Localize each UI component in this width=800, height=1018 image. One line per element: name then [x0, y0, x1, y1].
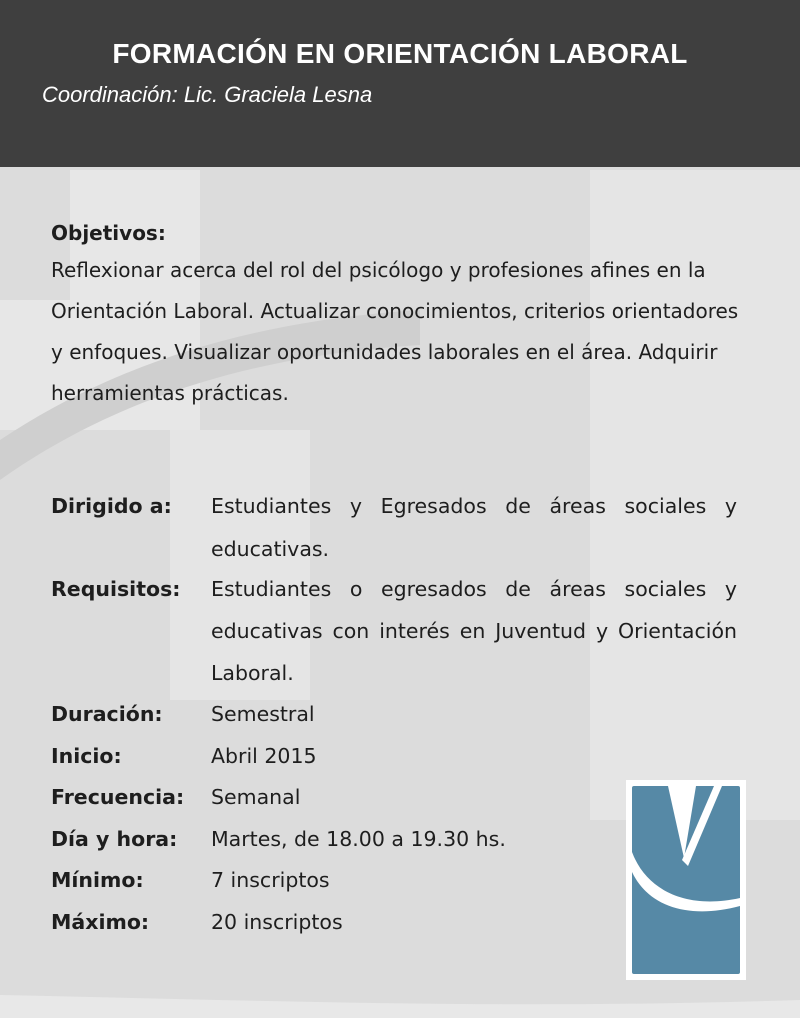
detail-label: Inicio:: [51, 743, 122, 768]
detail-row-duracion: [51, 694, 741, 736]
coordination-subtitle: Coordinación: Lic. Graciela Lesna: [42, 82, 373, 107]
detail-value: Estudiantes y Egresados de áreas sociales y educativas.: [211, 494, 737, 561]
page-title: FORMACIÓN EN ORIENTACIÓN LABORAL: [112, 38, 688, 69]
institution-logo-icon: [626, 780, 746, 980]
objectives-label: Objetivos:: [51, 221, 166, 245]
objectives-section: [51, 216, 741, 414]
header-banner: [0, 0, 800, 167]
objectives-text: Reflexionar acerca del rol del psicólogo y profesiones afines en la Orientación Laboral. Actualizar conocimientos, criterios orientadores y enfoques. Visualizar oportunidades laborales en el área. Adquirir herramientas prácticas.: [51, 258, 739, 405]
detail-value: Abril 2015: [211, 743, 317, 768]
detail-label: Dirigido a:: [51, 494, 172, 518]
detail-value: 7 inscriptos: [211, 868, 330, 892]
detail-value: Semanal: [211, 785, 301, 809]
detail-label: Requisitos:: [51, 577, 181, 601]
detail-row-requisitos: [51, 568, 741, 694]
detail-value: Semestral: [211, 702, 315, 726]
detail-row-dirigido: [51, 485, 741, 571]
detail-value: Estudiantes o egresados de áreas sociales y educativas con interés en Juventud y Orientación Laboral.: [211, 577, 737, 685]
detail-row-inicio: [51, 736, 741, 778]
detail-label: Mínimo:: [51, 868, 144, 892]
detail-label: Día y hora:: [51, 826, 178, 851]
detail-label: Duración:: [51, 702, 163, 726]
detail-value: Martes, de 18.00 a 19.30 hs.: [211, 826, 506, 851]
detail-label: Frecuencia:: [51, 785, 185, 809]
detail-value: 20 inscriptos: [211, 909, 343, 934]
detail-label: Máximo:: [51, 909, 150, 934]
